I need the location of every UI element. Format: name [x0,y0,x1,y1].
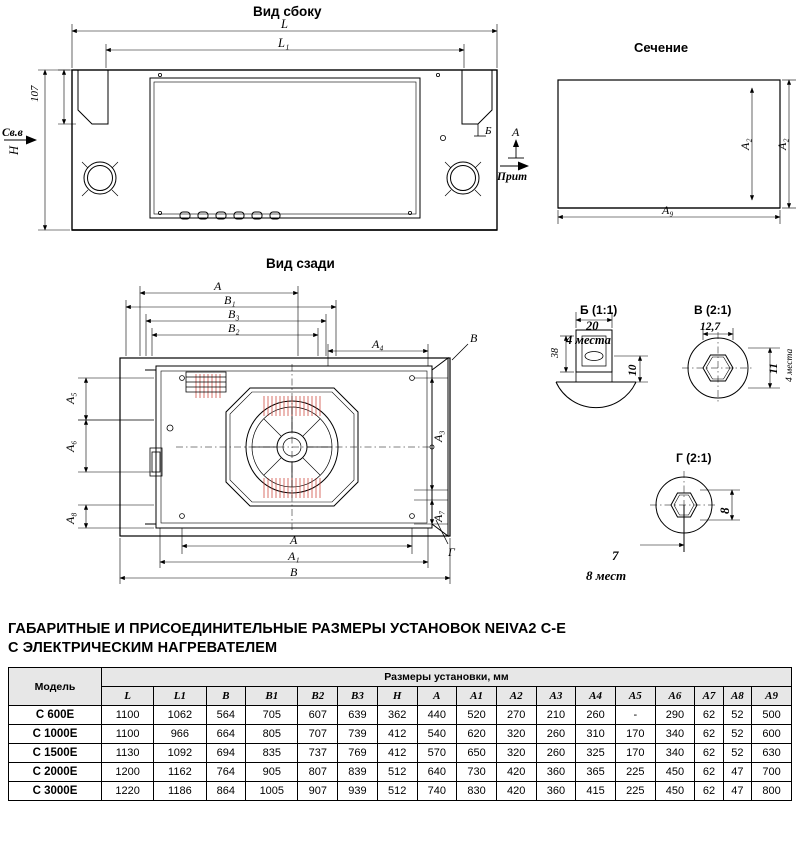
header-col-B: B [206,687,246,706]
table-cell: 830 [457,782,497,801]
table-cell: 260 [576,706,616,725]
table-cell: 650 [457,744,497,763]
table-cell: 607 [298,706,338,725]
dim-A5: А₅ [63,392,77,404]
table-cell: 62 [695,782,723,801]
callout-a-letter: А [512,125,520,139]
table-cell: 769 [338,744,378,763]
table-cell: 320 [496,744,536,763]
table-cell: - [615,706,655,725]
table-cell: 707 [298,725,338,744]
header-col-A5: A5 [615,687,655,706]
table-cell: 740 [417,782,457,801]
section-view [558,80,796,224]
table-cell: 1100 [102,706,154,725]
dim-A2-inner: А₂ [738,138,752,150]
table-cell: 905 [246,763,298,782]
view-title-side: Вид сбоку [253,4,322,19]
dim-A8: А₈ [63,512,77,524]
table-cell: 564 [206,706,246,725]
table-cell: 1062 [154,706,206,725]
detail-b-width: 20 [586,319,599,333]
table-cell: 52 [723,744,751,763]
callout-g-letter: Г [448,545,455,559]
table-cell: 664 [206,725,246,744]
detail-b-height: 38 [550,348,561,358]
header-col-B1: B1 [246,687,298,706]
dim-A-bottom: А [290,533,298,547]
dim-A9: А₉ [662,203,674,217]
table-row [9,725,792,744]
table-cell: 440 [417,706,457,725]
detail-g-across: 8 [717,507,732,514]
table-cell: 412 [377,744,417,763]
table-cell: 340 [655,744,695,763]
table-cell: 420 [496,782,536,801]
table-cell: 360 [536,782,576,801]
side-view [72,70,497,230]
table-cell: 1005 [246,782,298,801]
table-cell: 325 [576,744,616,763]
table-cell: 290 [655,706,695,725]
dim-L: L [281,17,288,31]
cell-model: C 1500E [9,744,102,763]
table-cell: 260 [536,725,576,744]
table-cell: 512 [377,763,417,782]
cell-model: C 3000E [9,782,102,801]
dim-B2: В₂ [228,321,240,335]
dim-B1: В₁ [224,293,236,307]
header-col-B2: B2 [298,687,338,706]
table-cell: 340 [655,725,695,744]
label-exhaust: Св.в [2,127,23,139]
table-cell: 737 [298,744,338,763]
detail-b-places: 4 места [566,333,611,347]
dim-B: В [290,565,298,579]
dimensions-table [8,667,792,801]
table-cell: 450 [655,782,695,801]
header-col-L1: L1 [154,687,206,706]
table-row [9,782,792,801]
detail-v-across: 12,7 [700,321,721,333]
table-cell: 520 [457,706,497,725]
table-cell: 739 [338,725,378,744]
table-cell: 839 [338,763,378,782]
table-cell: 270 [496,706,536,725]
table-cell: 365 [576,763,616,782]
table-cell: 1200 [102,763,154,782]
label-supply: Прит [497,171,528,183]
dim-A2-outer: А₂ [775,138,789,150]
table-cell: 500 [752,706,792,725]
dim-A3: А₃ [431,430,445,442]
table-cell: 700 [752,763,792,782]
rear-view [120,358,450,536]
dim-107: 107 [29,85,41,102]
table-cell: 1162 [154,763,206,782]
dim-B3: В₃ [228,307,240,321]
dim-L1: L₁ [278,36,290,50]
table-cell: 225 [615,763,655,782]
table-cell: 620 [457,725,497,744]
table-cell: 210 [536,706,576,725]
header-col-H: H [377,687,417,706]
header-col-A7: A7 [695,687,723,706]
heading-line-2: С ЭЛЕКТРИЧЕСКИМ НАГРЕВАТЕЛЕМ [8,640,278,656]
dim-A7: А₇ [431,510,445,522]
header-col-A: A [417,687,457,706]
detail-b-depth: 10 [627,364,639,376]
view-title-section: Сечение [634,40,689,55]
table-cell: 1130 [102,744,154,763]
table-cell: 630 [752,744,792,763]
detail-title-g: Г (2:1) [676,451,712,465]
table-cell: 1186 [154,782,206,801]
header-col-B3: B3 [338,687,378,706]
table-cell: 1100 [102,725,154,744]
table-cell: 705 [246,706,298,725]
rear-view-dimensions [78,286,450,584]
table-row [9,706,792,725]
table-cell: 570 [417,744,457,763]
header-col-A9: A9 [752,687,792,706]
table-cell: 540 [417,725,457,744]
table-cell: 907 [298,782,338,801]
table-cell: 170 [615,725,655,744]
table-cell: 730 [457,763,497,782]
table-column-header-row [9,687,792,706]
table-cell: 225 [615,782,655,801]
table-cell: 62 [695,744,723,763]
table-cell: 764 [206,763,246,782]
table-cell: 800 [752,782,792,801]
table-cell: 807 [298,763,338,782]
table-cell: 640 [417,763,457,782]
table-cell: 835 [246,744,298,763]
side-view-dimensions [38,24,497,230]
detail-g-places: 8 мест [586,568,627,583]
table-cell: 47 [723,782,751,801]
table-cell: 939 [338,782,378,801]
cell-model: C 600E [9,706,102,725]
header-col-A8: A8 [723,687,751,706]
table-cell: 512 [377,782,417,801]
header-col-A3: A3 [536,687,576,706]
table-cell: 62 [695,763,723,782]
table-row [9,763,792,782]
header-col-A1: A1 [457,687,497,706]
table-cell: 362 [377,706,417,725]
table-cell: 1092 [154,744,206,763]
detail-v-places: 4 места [785,348,795,382]
table-cell: 805 [246,725,298,744]
detail-g-depth: 7 [612,548,619,563]
table-cell: 62 [695,706,723,725]
table-row [9,744,792,763]
detail-title-b: Б (1:1) [580,303,618,317]
detail-b [556,312,648,408]
header-col-A4: A4 [576,687,616,706]
table-cell: 966 [154,725,206,744]
cell-model: C 2000E [9,763,102,782]
table-cell: 1220 [102,782,154,801]
callout-v-letter: В [470,331,478,345]
header-col-A6: A6 [655,687,695,706]
table-cell: 52 [723,725,751,744]
dim-A1: А₁ [288,549,300,563]
table-cell: 62 [695,725,723,744]
table-group-header-row [9,668,792,687]
callout-b-letter: Б [485,125,492,137]
dim-A4: А₄ [372,337,384,351]
detail-title-v: В (2:1) [694,303,732,317]
dim-A-top: А [214,279,222,293]
callout-a-section [508,140,524,158]
table-cell: 694 [206,744,246,763]
table-cell: 415 [576,782,616,801]
header-col-L: L [102,687,154,706]
spec-block [8,620,792,801]
table-cell: 360 [536,763,576,782]
table-cell: 412 [377,725,417,744]
table-cell: 864 [206,782,246,801]
table-cell: 639 [338,706,378,725]
table-cell: 310 [576,725,616,744]
header-col-A2: A2 [496,687,536,706]
table-cell: 47 [723,763,751,782]
dim-A6: А₆ [63,440,77,452]
dim-H: H [7,145,21,155]
table-cell: 260 [536,744,576,763]
heading-line-1: ГАБАРИТНЫЕ И ПРИСОЕДИНИТЕЛЬНЫЕ РАЗМЕРЫ УСТАНОВОК NEIVA2 C-E [8,621,566,637]
table-cell: 170 [615,744,655,763]
detail-v-height: 11 [768,363,780,374]
view-title-rear: Вид сзади [266,256,335,271]
table-cell: 450 [655,763,695,782]
detail-v [682,328,780,404]
table-cell: 600 [752,725,792,744]
header-group-dims: Размеры установки, мм [102,668,792,687]
header-model: Модель [9,668,102,706]
table-cell: 420 [496,763,536,782]
table-cell: 52 [723,706,751,725]
table-cell: 320 [496,725,536,744]
cell-model: C 1000E [9,725,102,744]
